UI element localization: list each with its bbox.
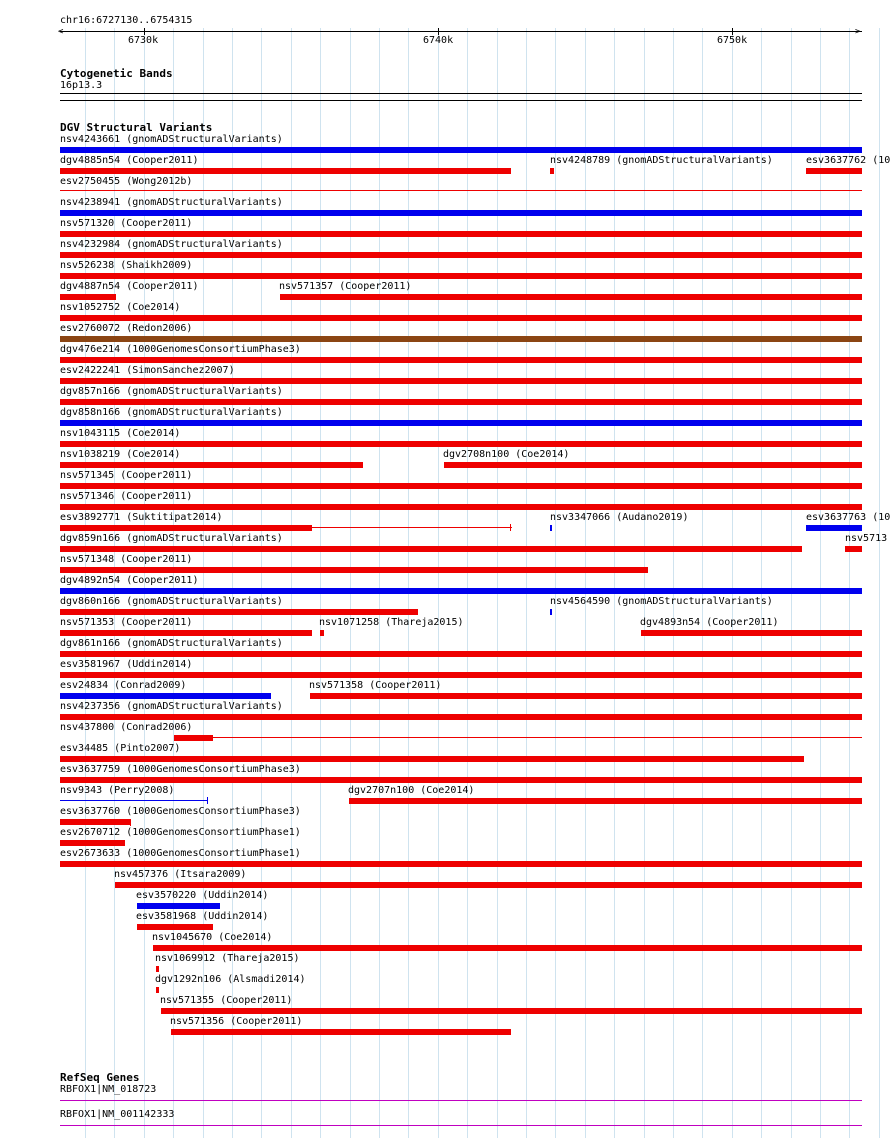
ruler-right-arrow-icon: > xyxy=(855,27,861,37)
variant-feature[interactable] xyxy=(60,252,862,258)
variant-feature[interactable] xyxy=(137,903,220,909)
variant-label[interactable]: dgv4892n54 (Cooper2011) xyxy=(60,575,199,586)
track-separator xyxy=(60,100,862,101)
ruler-major-tick xyxy=(144,28,145,35)
variant-label[interactable]: esv2422241 (SimonSanchez2007) xyxy=(60,365,235,376)
variant-feature[interactable] xyxy=(60,357,862,363)
variant-label[interactable]: nsv4243661 (gnomADStructuralVariants) xyxy=(60,134,283,145)
variant-feature[interactable] xyxy=(60,294,116,300)
variant-label[interactable]: nsv571346 (Cooper2011) xyxy=(60,491,193,502)
grid-line xyxy=(408,28,409,1138)
variant-label[interactable]: nsv571357 (Cooper2011) xyxy=(279,281,412,292)
variant-feature[interactable] xyxy=(174,735,213,741)
grid-line xyxy=(761,28,762,1138)
variant-label[interactable]: dgv860n166 (gnomADStructuralVariants) xyxy=(60,596,283,607)
variant-label[interactable]: nsv1071258 (Thareja2015) xyxy=(319,617,464,628)
variant-label[interactable]: nsv571356 (Cooper2011) xyxy=(170,1016,303,1027)
variant-feature[interactable] xyxy=(60,168,511,174)
variant-connector xyxy=(207,797,208,804)
ruler-left-arrow-icon: < xyxy=(58,27,64,37)
variant-feature[interactable] xyxy=(60,609,418,615)
variant-feature[interactable] xyxy=(60,672,862,678)
variant-label[interactable]: esv3570220 (Uddin2014) xyxy=(136,890,269,901)
grid-line xyxy=(261,28,262,1138)
variant-label[interactable]: esv3892771 (Suktitipat2014) xyxy=(60,512,223,523)
variant-feature[interactable] xyxy=(60,630,312,636)
gene-transcript[interactable] xyxy=(60,1125,862,1126)
variant-label[interactable]: dgv4893n54 (Cooper2011) xyxy=(640,617,779,628)
gene-label[interactable]: RBFOX1|NM_018723 xyxy=(60,1084,157,1095)
variant-feature[interactable] xyxy=(60,504,862,510)
ruler-label: 6730k xyxy=(128,35,159,46)
variant-label[interactable]: esv2673633 (1000GenomesConsortiumPhase1) xyxy=(60,848,301,859)
refseq-track-title[interactable]: RefSeq Genes xyxy=(60,1071,140,1084)
variant-feature[interactable] xyxy=(60,714,862,720)
variant-feature[interactable] xyxy=(153,945,862,951)
variant-feature[interactable] xyxy=(550,168,554,174)
variant-label[interactable]: nsv571345 (Cooper2011) xyxy=(60,470,193,481)
variant-label[interactable]: nsv4237356 (gnomADStructuralVariants) xyxy=(60,701,283,712)
variant-feature[interactable] xyxy=(60,462,363,468)
variant-feature[interactable] xyxy=(171,1029,511,1035)
variant-label[interactable]: esv3581967 (Uddin2014) xyxy=(60,659,193,670)
variant-label[interactable]: esv2750455 (Wong2012b) xyxy=(60,176,193,187)
variant-label[interactable]: esv3637760 (1000GenomesConsortiumPhase3) xyxy=(60,806,301,817)
variant-feature[interactable] xyxy=(60,861,862,867)
grid-line xyxy=(673,28,674,1138)
variant-feature[interactable] xyxy=(550,525,552,531)
ruler-major-tick xyxy=(732,28,733,35)
variant-label[interactable]: dgv861n166 (gnomADStructuralVariants) xyxy=(60,638,283,649)
variant-feature[interactable] xyxy=(320,630,324,636)
variant-label[interactable]: nsv5713 xyxy=(845,533,888,544)
variant-label[interactable]: nsv571320 (Cooper2011) xyxy=(60,218,193,229)
variant-label[interactable]: nsv1069912 (Thareja2015) xyxy=(155,953,300,964)
variant-feature[interactable] xyxy=(60,567,648,573)
variant-label[interactable]: nsv1038219 (Coe2014) xyxy=(60,449,181,460)
ruler-label: 6740k xyxy=(423,35,454,46)
variant-feature[interactable] xyxy=(60,525,312,531)
variant-label[interactable]: esv3581968 (Uddin2014) xyxy=(136,911,269,922)
grid-line xyxy=(644,28,645,1138)
variant-feature[interactable] xyxy=(60,651,862,657)
gene-transcript[interactable] xyxy=(60,1100,862,1101)
variant-feature[interactable] xyxy=(60,441,862,447)
grid-line xyxy=(320,28,321,1138)
variant-feature[interactable] xyxy=(161,1008,862,1014)
variant-feature[interactable] xyxy=(60,483,862,489)
variant-feature[interactable] xyxy=(156,987,159,993)
variant-feature[interactable] xyxy=(60,420,862,426)
grid-line xyxy=(849,28,850,1138)
variant-label[interactable]: dgv4885n54 (Cooper2011) xyxy=(60,155,199,166)
variant-feature[interactable] xyxy=(60,756,804,762)
variant-feature[interactable] xyxy=(60,231,862,237)
variant-feature[interactable] xyxy=(60,190,862,191)
variant-label[interactable]: nsv571358 (Cooper2011) xyxy=(309,680,442,691)
variant-label[interactable]: nsv437800 (Conrad2006) xyxy=(60,722,193,733)
variant-feature[interactable] xyxy=(550,609,552,615)
variant-label[interactable]: esv2670712 (1000GenomesConsortiumPhase1) xyxy=(60,827,301,838)
variant-feature[interactable] xyxy=(444,462,862,468)
variant-feature[interactable] xyxy=(60,819,130,825)
variant-feature[interactable] xyxy=(60,210,862,216)
grid-line xyxy=(732,28,733,1138)
variant-label[interactable]: dgv2708n100 (Coe2014) xyxy=(443,449,570,460)
variant-label[interactable]: dgv859n166 (gnomADStructuralVariants) xyxy=(60,533,283,544)
grid-line xyxy=(526,28,527,1138)
variant-feature[interactable] xyxy=(60,800,208,801)
ruler-label: 6750k xyxy=(717,35,748,46)
variant-label[interactable]: nsv457376 (Itsara2009) xyxy=(114,869,247,880)
grid-line xyxy=(555,28,556,1138)
variant-label[interactable]: nsv3347066 (Audano2019) xyxy=(550,512,689,523)
cytoband-band[interactable] xyxy=(60,93,862,94)
variant-feature[interactable] xyxy=(60,378,862,384)
grid-line xyxy=(467,28,468,1138)
variant-label[interactable]: dgv4887n54 (Cooper2011) xyxy=(60,281,199,292)
variant-label[interactable]: esv24834 (Conrad2009) xyxy=(60,680,187,691)
variant-label[interactable]: nsv1052752 (Coe2014) xyxy=(60,302,181,313)
variant-feature[interactable] xyxy=(641,630,862,636)
variant-label[interactable]: nsv571355 (Cooper2011) xyxy=(160,995,293,1006)
variant-feature[interactable] xyxy=(60,777,862,783)
variant-feature[interactable] xyxy=(60,693,271,699)
variant-label[interactable]: dgv858n166 (gnomADStructuralVariants) xyxy=(60,407,283,418)
variant-feature[interactable] xyxy=(156,966,159,972)
variant-label[interactable]: nsv526238 (Shaikh2009) xyxy=(60,260,193,271)
variant-label[interactable]: esv34485 (Pinto2007) xyxy=(60,743,181,754)
variant-feature[interactable] xyxy=(60,588,862,594)
variant-label[interactable]: nsv571353 (Cooper2011) xyxy=(60,617,193,628)
variant-feature[interactable] xyxy=(60,840,125,846)
cytoband-label: 16p13.3 xyxy=(60,80,103,91)
variant-feature[interactable] xyxy=(349,798,862,804)
variant-feature[interactable] xyxy=(60,399,862,405)
variant-feature[interactable] xyxy=(60,147,862,153)
gene-label[interactable]: RBFOX1|NM_001142333 xyxy=(60,1109,175,1120)
variant-feature[interactable] xyxy=(806,525,862,531)
variant-label[interactable]: nsv4248789 (gnomADStructuralVariants) xyxy=(550,155,773,166)
grid-line xyxy=(232,28,233,1138)
variant-feature[interactable] xyxy=(115,882,862,888)
grid-line xyxy=(438,28,439,1138)
grid-line xyxy=(791,28,792,1138)
variant-label[interactable]: esv3637763 (10 xyxy=(806,512,890,523)
variant-feature[interactable] xyxy=(60,546,802,552)
variant-feature[interactable] xyxy=(280,294,862,300)
variant-feature[interactable] xyxy=(806,168,862,174)
variant-label[interactable]: nsv1045670 (Coe2014) xyxy=(152,932,273,943)
grid-line xyxy=(203,28,204,1138)
ruler-axis xyxy=(60,31,862,32)
variant-connector xyxy=(510,524,511,531)
grid-line xyxy=(820,28,821,1138)
variant-feature[interactable] xyxy=(60,315,862,321)
variant-label[interactable]: dgv2707n100 (Coe2014) xyxy=(348,785,475,796)
locus-label: chr16:6727130..6754315 xyxy=(60,15,193,26)
variant-label[interactable]: esv3637762 (10 xyxy=(806,155,890,166)
variant-label[interactable]: nsv4238941 (gnomADStructuralVariants) xyxy=(60,197,283,208)
variant-feature[interactable] xyxy=(60,336,862,342)
variant-connector xyxy=(213,737,862,738)
variant-label[interactable]: dgv476e214 (1000GenomesConsortiumPhase3) xyxy=(60,344,301,355)
grid-line xyxy=(585,28,586,1138)
variant-label[interactable]: dgv857n166 (gnomADStructuralVariants) xyxy=(60,386,283,397)
grid-line xyxy=(291,28,292,1138)
variant-label[interactable]: esv3637759 (1000GenomesConsortiumPhase3) xyxy=(60,764,301,775)
grid-line xyxy=(379,28,380,1138)
grid-line xyxy=(497,28,498,1138)
ruler-major-tick xyxy=(438,28,439,35)
variant-feature[interactable] xyxy=(845,546,862,552)
variant-label[interactable]: dgv1292n106 (Alsmadi2014) xyxy=(155,974,306,985)
variant-connector xyxy=(312,527,512,528)
cytoband-track-title[interactable]: Cytogenetic Bands xyxy=(60,67,173,80)
variant-connector xyxy=(130,819,131,826)
grid-line xyxy=(350,28,351,1138)
variant-label[interactable]: nsv1043115 (Coe2014) xyxy=(60,428,181,439)
variant-feature[interactable] xyxy=(60,273,862,279)
variant-label[interactable]: nsv571348 (Cooper2011) xyxy=(60,554,193,565)
dgv-track-title[interactable]: DGV Structural Variants xyxy=(60,121,213,134)
variant-label[interactable]: nsv4564590 (gnomADStructuralVariants) xyxy=(550,596,773,607)
grid-line xyxy=(702,28,703,1138)
variant-label[interactable]: nsv9343 (Perry2008) xyxy=(60,785,175,796)
grid-line xyxy=(614,28,615,1138)
variant-feature[interactable] xyxy=(310,693,862,699)
variant-label[interactable]: esv2760072 (Redon2006) xyxy=(60,323,193,334)
grid-line xyxy=(879,28,880,1138)
variant-label[interactable]: nsv4232984 (gnomADStructuralVariants) xyxy=(60,239,283,250)
variant-feature[interactable] xyxy=(137,924,213,930)
